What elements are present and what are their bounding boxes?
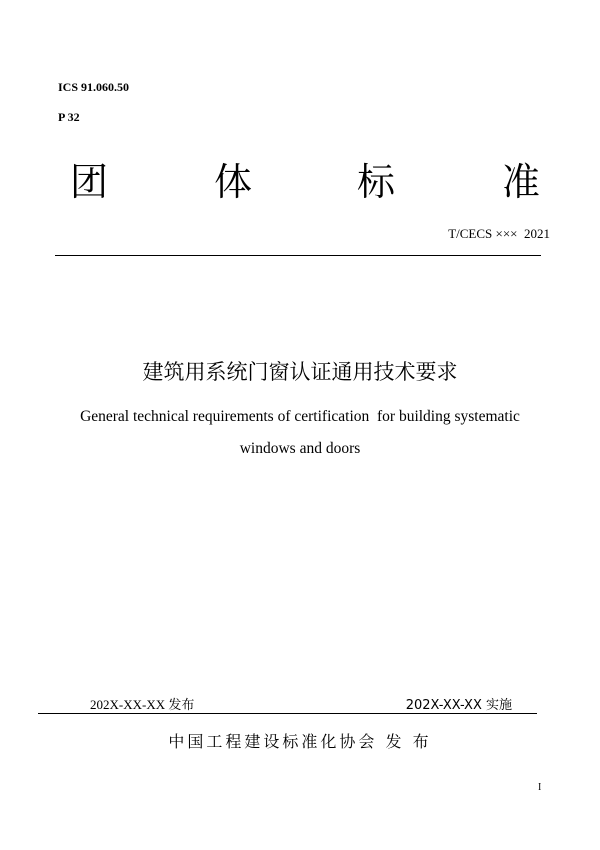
ics-code: ICS 91.060.50 — [58, 80, 130, 94]
standard-code: T/CECS ××× 2021 — [448, 226, 550, 241]
ccs-code: P 32 — [58, 110, 80, 124]
standard-type-char-2: 体 — [214, 160, 253, 204]
title-en-line-2: windows and doors — [239, 440, 361, 457]
publisher: 中国工程建设标准化协会 发 布 — [168, 732, 432, 751]
page-number: I — [538, 782, 542, 793]
title-cn: 建筑用系统门窗认证通用技术要求 — [142, 360, 458, 384]
publish-date: 202X-XX-XX 发布 — [90, 697, 195, 712]
standard-type-char-1: 团 — [70, 160, 109, 204]
standard-type-char-3: 标 — [357, 160, 396, 204]
header-divider — [55, 255, 541, 256]
implement-date: 202X-XX-XX 实施 — [405, 698, 512, 713]
standard-type-char-4: 准 — [502, 160, 541, 204]
title-en-line-1: General technical requirements of certification for building systematic — [80, 408, 520, 425]
footer-divider — [38, 713, 537, 714]
